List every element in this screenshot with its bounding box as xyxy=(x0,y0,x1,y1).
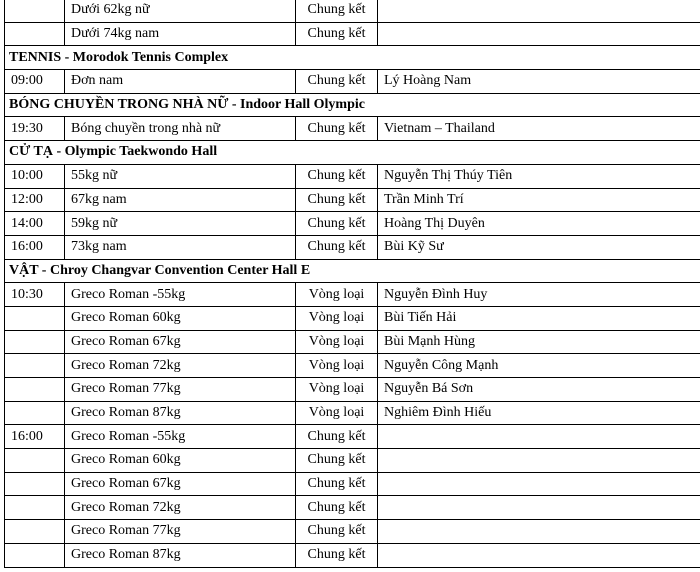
table-row xyxy=(5,306,700,330)
time-cell: 10:00 xyxy=(5,164,65,188)
event-cell: Greco Roman 77kg xyxy=(65,520,296,544)
round-cell: Chung kết xyxy=(296,117,378,141)
table-row xyxy=(5,449,700,473)
round-cell: Chung kết xyxy=(296,188,378,212)
event-cell: Greco Roman 77kg xyxy=(65,378,296,402)
round-cell: Vòng loại xyxy=(296,306,378,330)
round-cell: Chung kết xyxy=(296,472,378,496)
table-row xyxy=(5,235,700,259)
time-cell: 19:30 xyxy=(5,117,65,141)
athlete-cell xyxy=(378,543,700,567)
round-cell: Chung kết xyxy=(296,520,378,544)
table-row xyxy=(5,543,700,567)
time-cell xyxy=(5,520,65,544)
table-row xyxy=(5,283,700,307)
athlete-cell: Nguyễn Đình Huy xyxy=(378,283,700,307)
round-cell: Chung kết xyxy=(296,22,378,46)
venue-header-row xyxy=(5,141,700,165)
round-cell: Chung kết xyxy=(296,70,378,94)
athlete-cell: Bùi Kỹ Sư xyxy=(378,235,700,259)
table-row xyxy=(5,354,700,378)
time-cell: 12:00 xyxy=(5,188,65,212)
time-cell xyxy=(5,449,65,473)
time-cell xyxy=(5,472,65,496)
event-cell: Greco Roman 87kg xyxy=(65,543,296,567)
athlete-cell: Bùi Mạnh Hùng xyxy=(378,330,700,354)
table-row xyxy=(5,378,700,402)
time-cell: 14:00 xyxy=(5,212,65,236)
time-cell xyxy=(5,496,65,520)
venue-title: BÓNG CHUYỀN TRONG NHÀ NỮ - Indoor Hall Olympic xyxy=(5,93,700,117)
time-cell xyxy=(5,401,65,425)
athlete-cell xyxy=(378,520,700,544)
round-cell: Vòng loại xyxy=(296,378,378,402)
athlete-cell xyxy=(378,0,700,22)
round-cell: Chung kết xyxy=(296,543,378,567)
event-cell: Dưới 62kg nữ xyxy=(65,0,296,22)
schedule-table xyxy=(4,0,700,568)
venue-title: VẬT - Chroy Changvar Convention Center Hall E xyxy=(5,259,700,283)
table-row xyxy=(5,496,700,520)
time-cell xyxy=(5,543,65,567)
athlete-cell: Trần Minh Trí xyxy=(378,188,700,212)
venue-header-row xyxy=(5,259,700,283)
athlete-cell xyxy=(378,496,700,520)
time-cell xyxy=(5,378,65,402)
venue-header-row xyxy=(5,46,700,70)
round-cell: Vòng loại xyxy=(296,401,378,425)
event-cell: Greco Roman 72kg xyxy=(65,354,296,378)
athlete-cell xyxy=(378,22,700,46)
table-row xyxy=(5,401,700,425)
event-cell: Bóng chuyền trong nhà nữ xyxy=(65,117,296,141)
event-cell: Greco Roman 72kg xyxy=(65,496,296,520)
athlete-cell: Hoàng Thị Duyên xyxy=(378,212,700,236)
table-row xyxy=(5,472,700,496)
event-cell: Greco Roman 60kg xyxy=(65,306,296,330)
schedule-body xyxy=(5,0,700,567)
athlete-cell: Nghiêm Đình Hiếu xyxy=(378,401,700,425)
round-cell: Chung kết xyxy=(296,235,378,259)
table-row xyxy=(5,330,700,354)
table-row xyxy=(5,188,700,212)
round-cell: Chung kết xyxy=(296,212,378,236)
time-cell xyxy=(5,330,65,354)
athlete-cell: Nguyễn Thị Thúy Tiên xyxy=(378,164,700,188)
athlete-cell xyxy=(378,472,700,496)
table-row xyxy=(5,0,700,22)
event-cell: 67kg nam xyxy=(65,188,296,212)
time-cell: 16:00 xyxy=(5,235,65,259)
round-cell: Chung kết xyxy=(296,164,378,188)
event-cell: 55kg nữ xyxy=(65,164,296,188)
athlete-cell: Nguyễn Công Mạnh xyxy=(378,354,700,378)
table-row xyxy=(5,425,700,449)
athlete-cell xyxy=(378,449,700,473)
round-cell: Vòng loại xyxy=(296,354,378,378)
event-cell: 59kg nữ xyxy=(65,212,296,236)
event-cell: Greco Roman 67kg xyxy=(65,472,296,496)
venue-title: CỬ TẠ - Olympic Taekwondo Hall xyxy=(5,141,700,165)
time-cell: 09:00 xyxy=(5,70,65,94)
table-row xyxy=(5,117,700,141)
event-cell: Đơn nam xyxy=(65,70,296,94)
time-cell xyxy=(5,0,65,22)
round-cell: Chung kết xyxy=(296,449,378,473)
time-cell: 16:00 xyxy=(5,425,65,449)
time-cell xyxy=(5,22,65,46)
athlete-cell xyxy=(378,425,700,449)
event-cell: Greco Roman -55kg xyxy=(65,425,296,449)
athlete-cell: Vietnam – Thailand xyxy=(378,117,700,141)
table-row xyxy=(5,70,700,94)
event-cell: Greco Roman 87kg xyxy=(65,401,296,425)
athlete-cell: Nguyễn Bá Sơn xyxy=(378,378,700,402)
round-cell: Chung kết xyxy=(296,425,378,449)
athlete-cell: Lý Hoàng Nam xyxy=(378,70,700,94)
athlete-cell: Bùi Tiến Hải xyxy=(378,306,700,330)
table-row xyxy=(5,520,700,544)
table-row xyxy=(5,164,700,188)
venue-title: TENNIS - Morodok Tennis Complex xyxy=(5,46,700,70)
table-row xyxy=(5,212,700,236)
time-cell xyxy=(5,354,65,378)
time-cell: 10:30 xyxy=(5,283,65,307)
venue-header-row xyxy=(5,93,700,117)
round-cell: Vòng loại xyxy=(296,330,378,354)
event-cell: Greco Roman -55kg xyxy=(65,283,296,307)
round-cell: Chung kết xyxy=(296,496,378,520)
round-cell: Vòng loại xyxy=(296,283,378,307)
round-cell: Chung kết xyxy=(296,0,378,22)
event-cell: Greco Roman 60kg xyxy=(65,449,296,473)
event-cell: Greco Roman 67kg xyxy=(65,330,296,354)
event-cell: 73kg nam xyxy=(65,235,296,259)
table-row xyxy=(5,22,700,46)
time-cell xyxy=(5,306,65,330)
event-cell: Dưới 74kg nam xyxy=(65,22,296,46)
